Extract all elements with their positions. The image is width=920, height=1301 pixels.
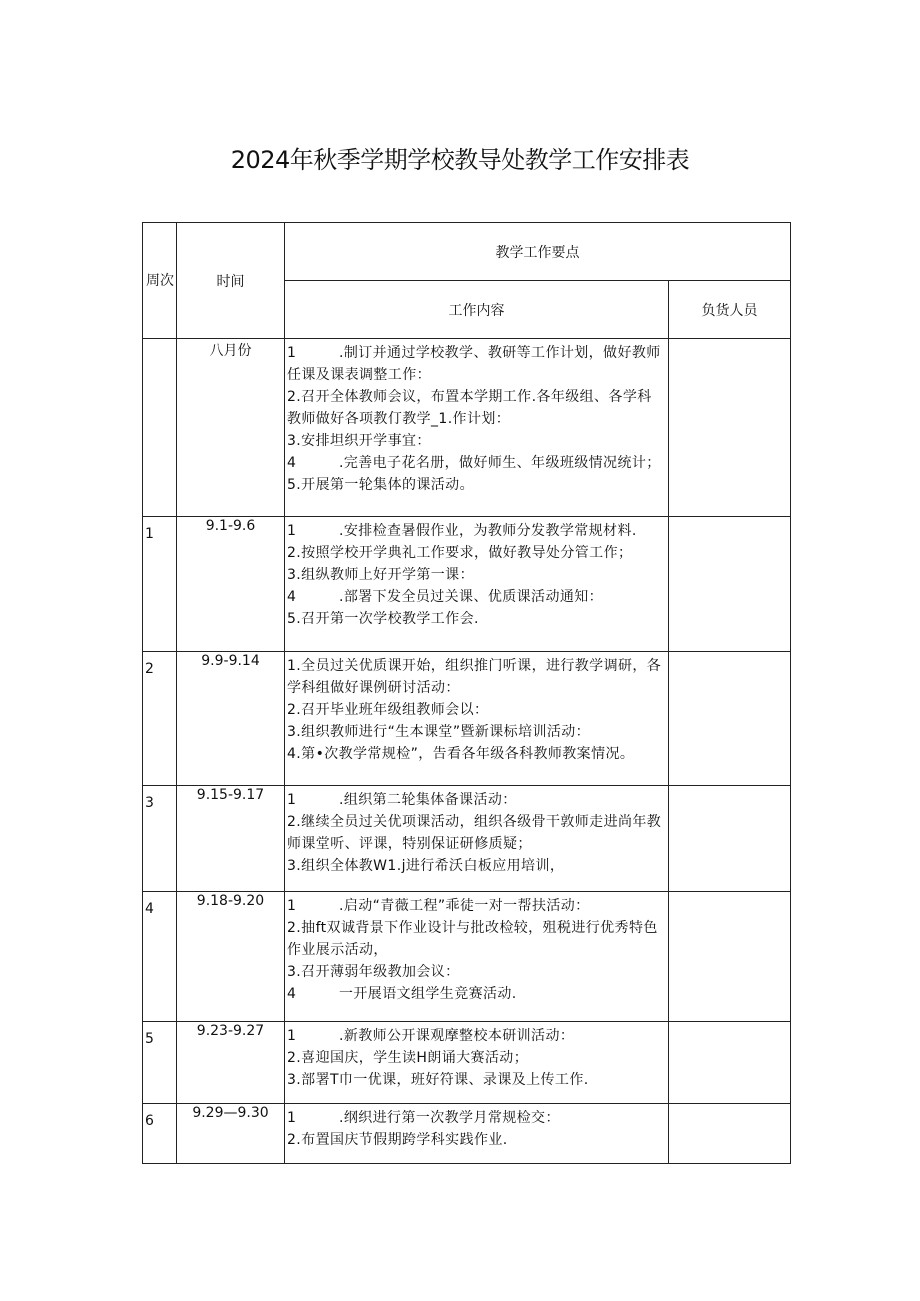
work-item-number: 1 — [287, 523, 297, 539]
work-content-cell — [285, 1104, 669, 1164]
time-cell: 9.18-9.20 — [177, 892, 285, 1022]
work-item-number: 2. — [287, 389, 302, 405]
content-header: 工作内容 — [285, 281, 669, 339]
work-content-cell — [285, 339, 669, 517]
work-item-text: 按照学校开学典礼工作要求，做好教导处分管工作； — [301, 545, 633, 561]
work-item-text: 组织全体教W1.j进行希沃白板应用培训， — [301, 858, 565, 874]
work-item-text: 继续全员过关优项课活动，组织各级骨干敦师走进尚年教师课堂听、评课，特别保证研修质疑； — [287, 814, 662, 852]
work-item-number: 4 — [287, 455, 297, 471]
work-item-number: 1. — [287, 658, 302, 674]
work-item — [287, 699, 666, 721]
week-cell: 2 — [143, 652, 177, 786]
work-item — [287, 342, 666, 386]
time-cell: 9.9-9.14 — [177, 652, 285, 786]
work-item-text: 安排坦织开学事宜： — [301, 433, 431, 449]
work-item — [287, 430, 666, 452]
responsible-cell — [669, 1104, 791, 1164]
responsible-cell — [669, 786, 791, 892]
work-item-number: 4 — [287, 589, 297, 605]
work-content-cell — [285, 652, 669, 786]
work-item-number: 3. — [287, 1072, 302, 1088]
work-item — [287, 474, 666, 496]
work-item — [287, 961, 666, 983]
work-content-cell — [285, 517, 669, 652]
time-cell: 9.29—9.30 — [177, 1104, 285, 1164]
work-item — [287, 1107, 666, 1129]
table-row — [143, 1022, 791, 1104]
work-item-number: 1 — [287, 898, 297, 914]
work-item-number: 2. — [287, 1050, 302, 1066]
work-item — [287, 855, 666, 877]
work-item — [287, 1069, 666, 1091]
work-item-number: 5. — [287, 611, 302, 627]
responsible-cell — [669, 1022, 791, 1104]
table-row — [143, 517, 791, 652]
work-item-number: 1 — [287, 792, 297, 808]
week-cell: 5 — [143, 1022, 177, 1104]
work-item-number: 2. — [287, 920, 302, 936]
work-item — [287, 917, 666, 961]
week-cell: 3 — [143, 786, 177, 892]
week-cell: 4 — [143, 892, 177, 1022]
work-item-text: 组纵教师上好开学第一课： — [301, 567, 474, 583]
work-item — [287, 564, 666, 586]
work-content-cell — [285, 892, 669, 1022]
work-item-number: 1 — [287, 345, 297, 361]
work-content-cell — [285, 786, 669, 892]
work-item — [287, 542, 666, 564]
work-item-number: 4 — [287, 986, 297, 1002]
work-item — [287, 586, 666, 608]
work-item-text: 召开薄弱年级教加会议： — [301, 964, 460, 980]
responsible-cell — [669, 517, 791, 652]
work-item-text: 召开全体教师会议，布置本学期工作.各年级组、各学科教师做好各项教仃教学_1.作计划： — [287, 389, 652, 427]
work-item — [287, 1129, 666, 1151]
work-item-text: .安排检查暑假作业，为教师分发教学常规材料. — [339, 523, 637, 539]
work-item — [287, 721, 666, 743]
work-item — [287, 452, 666, 474]
work-item — [287, 743, 666, 765]
week-header: 周次 — [143, 223, 177, 339]
table-row — [143, 892, 791, 1022]
work-item — [287, 1047, 666, 1069]
table-row — [143, 652, 791, 786]
responsible-cell — [669, 339, 791, 517]
work-item-text: 召开毕业班年级组教师会以： — [301, 702, 489, 718]
work-item — [287, 655, 666, 699]
time-cell: 9.15-9.17 — [177, 786, 285, 892]
work-item-text: .制订并通过学校教学、教研等工作计划，做好教师任课及课表调整工作： — [287, 345, 661, 383]
table-row — [143, 786, 791, 892]
work-item-text: 部署T巾一优课，班好符课、录课及上传工作. — [301, 1072, 589, 1088]
page-title: 2024年秋季学期学校教导处教学工作安排表 — [230, 146, 690, 174]
time-cell: 9.1-9.6 — [177, 517, 285, 652]
work-item-text: .完善电子花名册，做好师生、年级班级情况统计； — [339, 455, 661, 471]
work-item — [287, 983, 666, 1005]
work-item-text: 全员过关优质课开始，组织推门听课，进行教学调研，各学科组做好课例研讨活动： — [287, 658, 662, 696]
week-cell — [143, 339, 177, 517]
work-item-text: 组织教师进行“生本课堂”暨新课标培训活动： — [301, 724, 591, 740]
work-item-number: 3. — [287, 433, 302, 449]
work-item-number: 2. — [287, 545, 302, 561]
work-content-cell — [285, 1022, 669, 1104]
work-item-number: 1 — [287, 1028, 297, 1044]
work-item-number: 3. — [287, 724, 302, 740]
week-cell: 6 — [143, 1104, 177, 1164]
work-item-text: .部署下发全员过关课、优质课活动通知： — [339, 589, 604, 605]
work-item — [287, 608, 666, 630]
table-row — [143, 339, 791, 517]
work-item-number: 1 — [287, 1110, 297, 1126]
work-item-number: 3. — [287, 858, 302, 874]
time-header: 时间 — [177, 223, 285, 339]
work-item-text: .新教师公开课观摩整校本研训活动： — [339, 1028, 575, 1044]
time-cell: 9.23-9.27 — [177, 1022, 285, 1104]
work-points-header: 教学工作要点 — [285, 223, 791, 281]
work-item — [287, 789, 666, 811]
work-item — [287, 811, 666, 855]
work-item-number: 2. — [287, 1132, 302, 1148]
schedule-table — [142, 222, 791, 1164]
week-cell: 1 — [143, 517, 177, 652]
work-item — [287, 1025, 666, 1047]
work-item-text: 开展第一轮集体的课活动。 — [301, 477, 474, 493]
responsible-cell — [669, 892, 791, 1022]
header-row — [143, 223, 791, 281]
responsible-cell — [669, 652, 791, 786]
work-item-number: 5. — [287, 477, 302, 493]
work-item-text: 召开第一次学校教学工作会. — [301, 611, 479, 627]
work-item — [287, 520, 666, 542]
work-item-text: 布置国庆节假期跨学科实践作业. — [301, 1132, 508, 1148]
work-item-text: .纲织进行第一次教学月常规检交： — [339, 1110, 560, 1126]
responsible-header: 负货人员 — [669, 281, 791, 339]
table-row — [143, 1104, 791, 1164]
work-item-number: 3. — [287, 964, 302, 980]
work-item — [287, 895, 666, 917]
work-item — [287, 386, 666, 430]
work-item-text: .启动“青薇工程”乖徒一对一帮扶活动： — [339, 898, 590, 914]
work-item-text: 喜迎国庆，学生读H朗诵大赛活动； — [301, 1050, 529, 1066]
work-item-number: 4. — [287, 746, 302, 762]
work-item-number: 3. — [287, 567, 302, 583]
work-item-text: .组织第二轮集体备课活动： — [339, 792, 517, 808]
work-item-text: 一开展语文组学生竞赛活动. — [339, 986, 517, 1002]
work-item-text: 抽ft双诚背景下作业设计与批改检较，殂税进行优秀特色作业展示活动， — [287, 920, 658, 958]
work-item-text: 第•次教学常规检”，告看各年级各科教师教案情况。 — [301, 746, 635, 762]
time-cell: 八月份 — [177, 339, 285, 517]
work-item-number: 2. — [287, 814, 302, 830]
work-item-number: 2. — [287, 702, 302, 718]
